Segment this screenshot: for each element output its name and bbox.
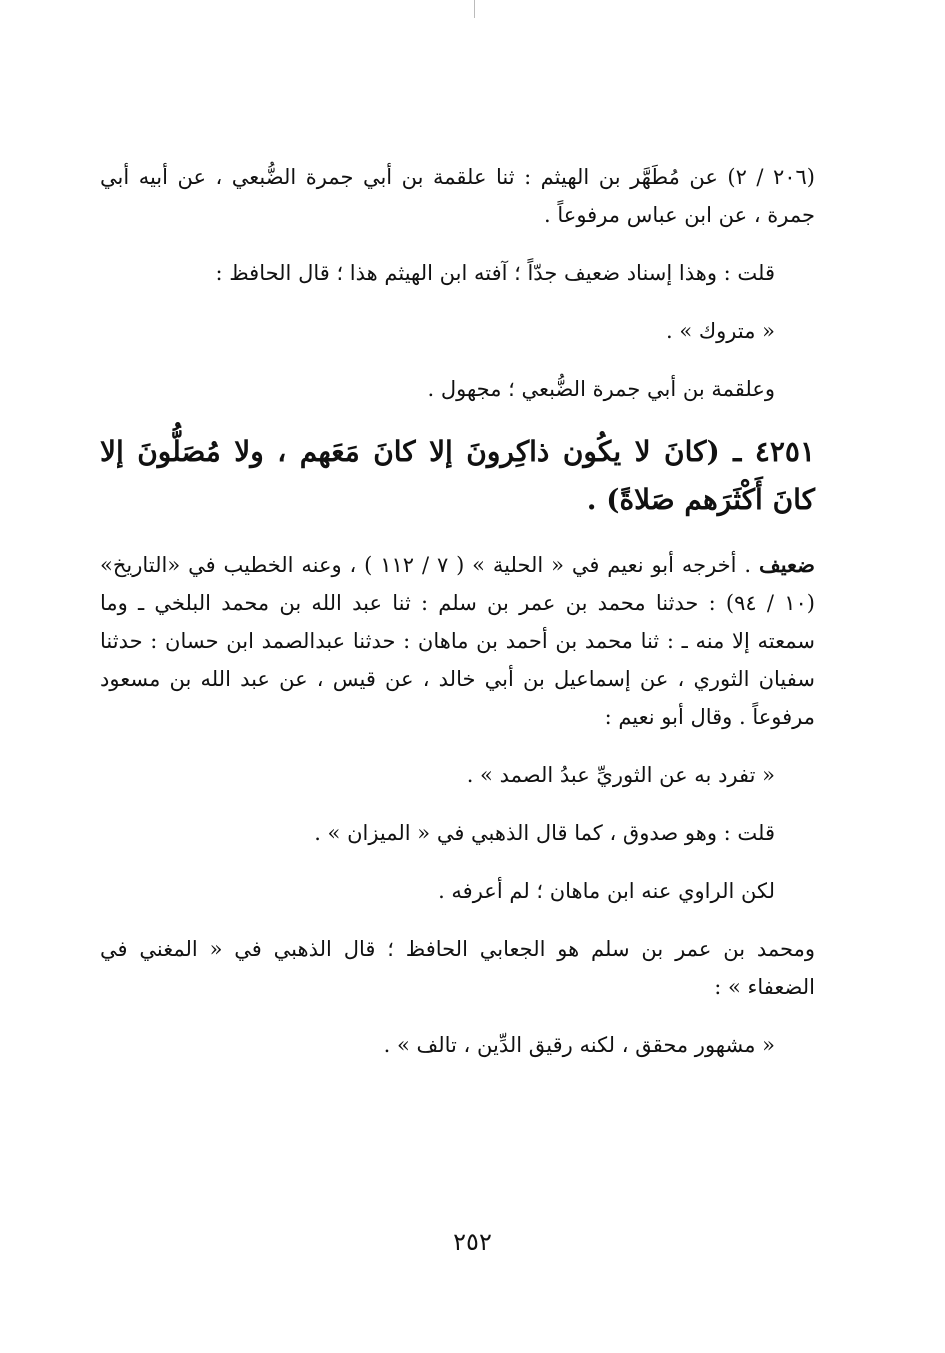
page-number: ٢٥٢ bbox=[453, 1228, 492, 1256]
page-edge-mark bbox=[474, 0, 475, 18]
paragraph-quote-matruk: « متروك » . bbox=[665, 319, 775, 343]
paragraph-takhrij bbox=[100, 546, 815, 736]
paragraph-alqama-majhul: وعلقمة بن أبي جمرة الضُّبعي ؛ مجهول . bbox=[427, 377, 775, 401]
paragraph-footnote-source: (٢٠٦ / ٢) عن مُطَهَّر بن الهيثم : ثنا علقمة بن أبي جمرة الضُّبعي ، عن أبيه أبي جمرة ، عن ابن عباس مرفوعاً . bbox=[100, 165, 815, 227]
paragraph-isnad-judgment: قلت : وهذا إسناد ضعيف جدّاً ؛ آفته ابن الهيثم هذا ؛ قال الحافظ : bbox=[215, 261, 775, 285]
grading-label: ضعيف bbox=[758, 552, 815, 577]
takhrij-text: . أخرجه أبو نعيم في « الحلية » ( ٧ / ١١٢ ) ، وعنه الخطيب في «التاريخ» (١٠ / ٩٤) : حدثنا محمد بن عمر بن سلم : ثنا عبد الله بن محمد البلخي ـ وما سمعته إلا منه ـ : ثنا محمد بن أحمد بن ماهان : حدثنا عبدالصمد ابن حسان : حدثنا سفيان الثوري ، عن إسماعيل بن أبي خالد ، عن قيس ، عن عبد الله بن مسعود مرفوعاً . وقال أبو نعيم : bbox=[100, 553, 815, 729]
paragraph-saduq: قلت : وهو صدوق ، كما قال الذهبي في « الميزان » . bbox=[314, 821, 775, 845]
paragraph-quote-tafarrud: « تفرد به عن الثوريِّ عبدُ الصمد » . bbox=[466, 763, 775, 787]
paragraph-ibn-mahan: لكن الراوي عنه ابن ماهان ؛ لم أعرفه . bbox=[438, 879, 775, 903]
hadith-heading: ٤٢٥١ ـ (كانَ لا يكُون ذاكِرونَ إلا كانَ مَعَهم ، ولا مُصَلُّونَ إلا كانَ أَكْثَرَهم صَلاةً) . bbox=[100, 435, 815, 516]
paragraph-quote-talif: « مشهور محقق ، لكنه رقيق الدِّين ، تالف » . bbox=[383, 1033, 775, 1057]
page-body bbox=[100, 158, 815, 1084]
paragraph-jiabi: ومحمد بن عمر بن سلم هو الجعابي الحافظ ؛ قال الذهبي في « المغني في الضعفاء » : bbox=[100, 937, 815, 999]
